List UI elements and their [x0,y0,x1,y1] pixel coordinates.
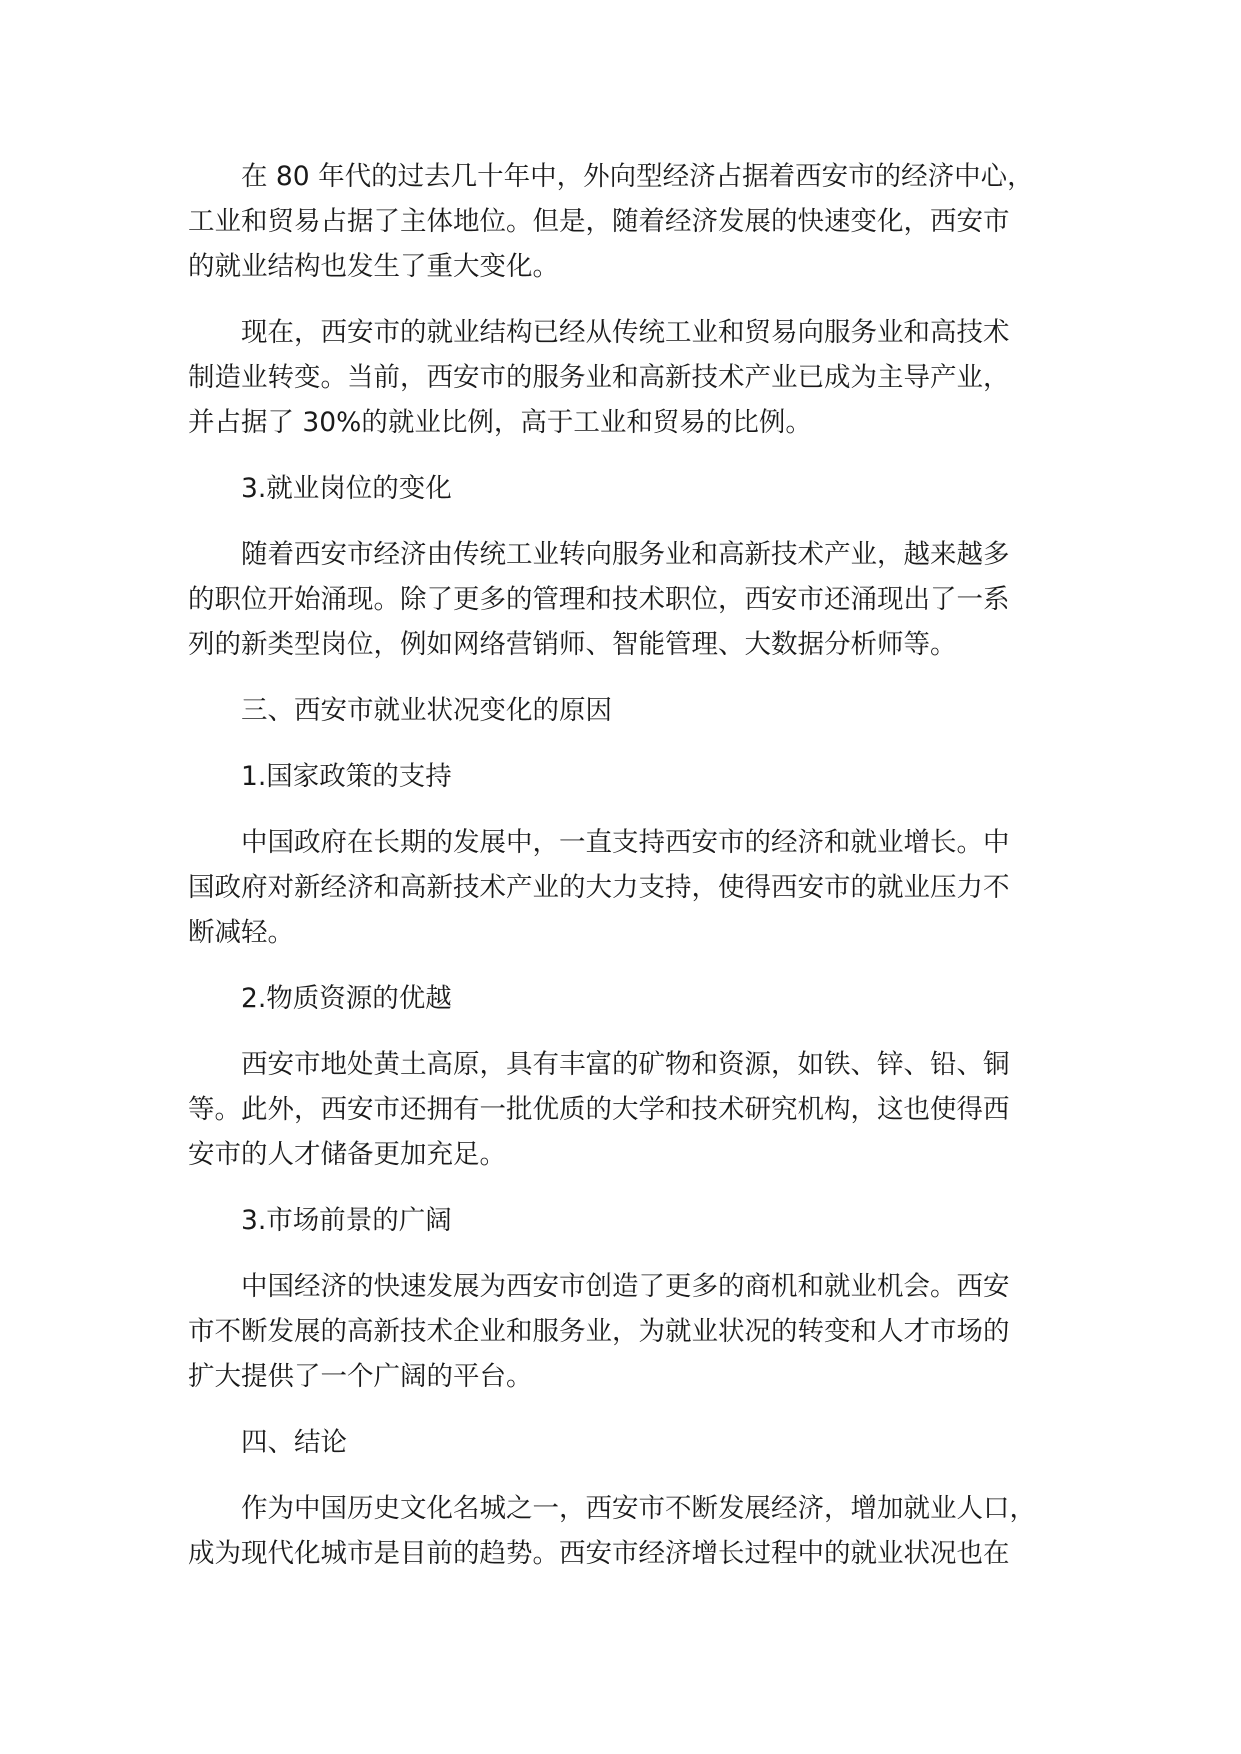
paragraph-3 [188,532,1050,667]
text-line: 制造业转变。当前，西安市的服务业和高新技术产业已成为主导产业， [188,362,1010,393]
heading-text: 2.物质资源的优越 [241,983,452,1014]
text-line: 并占据了 30%的就业比例，高于工业和贸易的比例。 [188,407,812,438]
text-line: 作为中国历史文化名城之一，西安市不断发展经济，增加就业人口， [241,1493,1036,1524]
section-heading-job-changes [188,466,1050,511]
text-line: 工业和贸易占据了主体地位。但是，随着经济发展的快速变化，西安市 [188,206,1010,237]
heading-text: 3.市场前景的广阔 [241,1205,452,1236]
text-line: 安市的人才储备更加充足。 [188,1139,506,1170]
text-line: 成为现代化城市是目前的趋势。西安市经济增长过程中的就业状况也在 [188,1538,1010,1569]
text-line: 西安市地处黄土高原，具有丰富的矿物和资源，如铁、锌、铅、铜 [241,1049,1010,1080]
text-line: 市不断发展的高新技术企业和服务业，为就业状况的转变和人才市场的 [188,1316,1010,1347]
text-line: 列的新类型岗位，例如网络营销师、智能管理、大数据分析师等。 [188,629,957,660]
section-heading-resources [188,976,1050,1021]
paragraph-5 [188,1042,1050,1177]
heading-text: 3.就业岗位的变化 [241,473,452,504]
heading-text: 1.国家政策的支持 [241,761,452,792]
section-heading-market [188,1198,1050,1243]
text-line: 中国经济的快速发展为西安市创造了更多的商机和就业机会。西安 [241,1271,1010,1302]
text-line: 断减轻。 [188,917,294,948]
document-body [188,154,1050,1597]
paragraph-1 [188,154,1050,289]
text-line: 的就业结构也发生了重大变化。 [188,251,559,282]
paragraph-7 [188,1486,1050,1576]
section-heading-conclusion [188,1420,1050,1465]
text-line: 等。此外，西安市还拥有一批优质的大学和技术研究机构，这也使得西 [188,1094,1010,1125]
text-line: 国政府对新经济和高新技术产业的大力支持，使得西安市的就业压力不 [188,872,1010,903]
text-line: 中国政府在长期的发展中，一直支持西安市的经济和就业增长。中 [241,827,1010,858]
heading-text: 三、西安市就业状况变化的原因 [241,695,612,726]
paragraph-4 [188,820,1050,955]
section-heading-reasons [188,688,1050,733]
section-heading-policy [188,754,1050,799]
paragraph-2 [188,310,1050,445]
heading-text: 四、结论 [241,1427,347,1458]
text-line: 的职位开始涌现。除了更多的管理和技术职位，西安市还涌现出了一系 [188,584,1010,615]
text-line: 现在，西安市的就业结构已经从传统工业和贸易向服务业和高技术 [241,317,1010,348]
text-line: 扩大提供了一个广阔的平台。 [188,1361,533,1392]
paragraph-6 [188,1264,1050,1399]
text-line: 随着西安市经济由传统工业转向服务业和高新技术产业，越来越多 [241,539,1010,570]
text-line: 在 80 年代的过去几十年中，外向型经济占据着西安市的经济中心， [241,161,1034,192]
